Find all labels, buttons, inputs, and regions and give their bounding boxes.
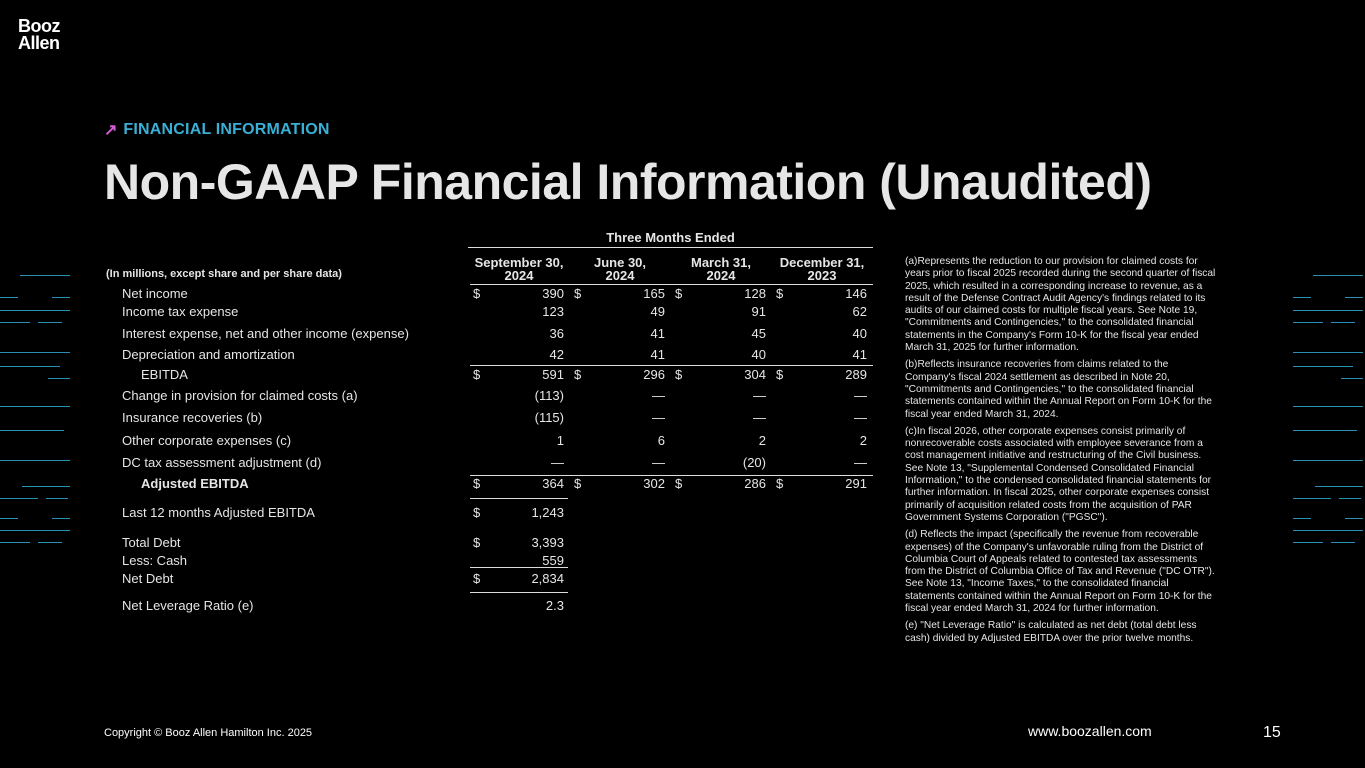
cell-value: 591 xyxy=(542,367,564,382)
dollar-sign: $ xyxy=(473,571,481,586)
cell-value: 2 xyxy=(859,433,867,448)
footnote-b: (b)Reflects insurance recoveries from claims related to the Company's fiscal 2024 settlement as described in Note 20, "Commitments and Contingencies," to the consolidated financial statements contained within the Annual Report on Form 10-K for the fiscal year ended March 31, 2024. xyxy=(905,359,1212,420)
row-label: Interest expense, net and other income (expense) xyxy=(122,326,409,341)
table-row xyxy=(100,476,880,494)
cell-value: 286 xyxy=(744,476,766,491)
row-label: Other corporate expenses (c) xyxy=(122,433,292,448)
cell-value: 390 xyxy=(542,286,564,301)
column-header-line1: March 31, xyxy=(691,255,751,270)
column-header-line2: 2024 xyxy=(504,268,534,283)
row-label: Last 12 months Adjusted EBITDA xyxy=(122,505,315,520)
section-eyebrow xyxy=(104,120,330,140)
row-label: Adjusted EBITDA xyxy=(141,476,249,491)
cell-value: 289 xyxy=(845,367,867,382)
dollar-sign: $ xyxy=(675,286,683,301)
cell-value: 291 xyxy=(845,476,867,491)
cell-value: 364 xyxy=(542,476,564,491)
dollar-sign: $ xyxy=(574,286,582,301)
table-row xyxy=(100,388,880,406)
cell-value: (113) xyxy=(534,388,564,403)
cell-value: 42 xyxy=(549,347,564,362)
dollar-sign: $ xyxy=(473,367,481,382)
table-row xyxy=(100,367,880,385)
column-header-line1: December 31, xyxy=(779,255,865,270)
table-row xyxy=(100,455,880,473)
table-row xyxy=(100,433,880,451)
cell-value: 1 xyxy=(556,433,564,448)
cell-value: 36 xyxy=(549,326,564,341)
dollar-sign: $ xyxy=(473,476,481,491)
row-label: EBITDA xyxy=(141,367,188,382)
copyright: Copyright © Booz Allen Hamilton Inc. 2025 xyxy=(104,727,313,739)
page-title: Non-GAAP Financial Information (Unaudited) xyxy=(104,154,1152,210)
row-label: Insurance recoveries (b) xyxy=(122,410,263,425)
cell-value: 128 xyxy=(744,286,766,301)
table-row xyxy=(100,553,880,571)
column-header-line1: September 30, xyxy=(474,255,564,270)
group-header: Three Months Ended xyxy=(468,230,873,248)
cell-value: 559 xyxy=(542,553,564,568)
table-row xyxy=(100,347,880,365)
cell-value: 41 xyxy=(650,326,665,341)
cell-value: 6 xyxy=(657,433,665,448)
website-link[interactable]: www.boozallen.com xyxy=(1028,723,1152,739)
dollar-sign: $ xyxy=(473,505,481,520)
cell-value: 302 xyxy=(643,476,665,491)
dollar-sign: $ xyxy=(776,286,784,301)
table-row xyxy=(100,598,880,616)
cell-value: — xyxy=(551,455,564,470)
cell-value: (20) xyxy=(742,455,766,470)
cell-value: 41 xyxy=(852,347,867,362)
footnote-c: (c)In fiscal 2026, other corporate expenses consist primarily of nonrecoverable costs associated with employee severance from a cost management initiative and restructuring of the Civil business. See Note 13, "Supplemental Condensed Consolidated Financial Information," to the condensed consolidated financial statements for further information. In fiscal 2025, other corporate expenses consist primarily of acquisition related costs from the acquisition of PAR Government Systems Corporation ("PGSC"). xyxy=(905,425,1212,523)
booz-allen-logo xyxy=(18,18,60,52)
row-label: DC tax assessment adjustment (d) xyxy=(122,455,322,470)
cell-value: 62 xyxy=(852,304,867,319)
cell-value: 123 xyxy=(542,304,564,319)
dollar-sign: $ xyxy=(776,476,784,491)
table-row xyxy=(100,286,880,304)
cell-value: — xyxy=(854,455,867,470)
cell-value: 2,834 xyxy=(531,571,564,586)
cell-value: 45 xyxy=(751,326,766,341)
header-rule xyxy=(470,284,873,285)
footnote-d: (d) Reflects the impact (specifically the revenue from recoverable expenses) of the Company's unfavorable ruling from the District of Columbia Court of Appeals related to contested tax assessments from the District of Columbia Office of Tax and Revenue ("DC OTR"). See Note 13, "Income Taxes," to the consolidated financial statements contained within the Annual Report on Form 10-K for the fiscal year ended March 31, 2024 for further information. xyxy=(905,529,1215,615)
dollar-sign: $ xyxy=(675,367,683,382)
column-header-line2: 2023 xyxy=(807,268,837,283)
logo-line-1: Booz xyxy=(18,16,60,36)
row-label: Total Debt xyxy=(122,535,181,550)
cell-value: 304 xyxy=(744,367,766,382)
adjusted-ebitda-bottom-rule xyxy=(470,498,568,499)
row-label: Income tax expense xyxy=(122,304,239,319)
arrow-up-right-icon: ↗ xyxy=(104,122,118,139)
cell-value: 3,393 xyxy=(531,535,564,550)
cell-value: — xyxy=(854,410,867,425)
eyebrow-text: FINANCIAL INFORMATION xyxy=(123,121,330,138)
row-label: Change in provision for claimed costs (a) xyxy=(122,388,358,403)
row-label: Net Debt xyxy=(122,571,174,586)
cell-value: 146 xyxy=(845,286,867,301)
cell-value: 41 xyxy=(650,347,665,362)
footnote-e: (e) "Net Leverage Ratio" is calculated as net debt (total debt less cash) divided by Adjusted EBITDA over the prior twelve months. xyxy=(905,620,1197,644)
table-row xyxy=(100,304,880,322)
dollar-sign: $ xyxy=(473,286,481,301)
row-label: Net Leverage Ratio (e) xyxy=(122,598,254,613)
cell-value: 40 xyxy=(751,347,766,362)
cell-value: 2 xyxy=(758,433,766,448)
cell-value: 165 xyxy=(643,286,665,301)
page-number: 15 xyxy=(1263,724,1281,741)
dollar-sign: $ xyxy=(776,367,784,382)
dollar-sign: $ xyxy=(473,535,481,550)
table-row xyxy=(100,571,880,589)
table-row xyxy=(100,535,880,553)
table-row xyxy=(100,410,880,428)
cell-value: — xyxy=(854,388,867,403)
row-label: Less: Cash xyxy=(122,553,188,568)
row-label: Depreciation and amortization xyxy=(122,347,295,362)
cell-value: 296 xyxy=(643,367,665,382)
column-header xyxy=(470,256,568,282)
dollar-sign: $ xyxy=(675,476,683,491)
column-header-line2: 2024 xyxy=(605,268,635,283)
column-header-line2: 2024 xyxy=(706,268,736,283)
row-label: Net income xyxy=(122,286,188,301)
cell-value: (115) xyxy=(534,410,564,425)
dollar-sign: $ xyxy=(574,476,582,491)
cell-value: 1,243 xyxy=(531,505,564,520)
cell-value: — xyxy=(753,388,766,403)
left-decorative-lines xyxy=(0,270,72,550)
cell-value: — xyxy=(652,388,665,403)
cell-value: 91 xyxy=(751,304,766,319)
column-header xyxy=(571,256,669,282)
column-header-line1: June 30, xyxy=(593,255,647,270)
cell-value: — xyxy=(652,455,665,470)
dollar-sign: $ xyxy=(574,367,582,382)
logo-line-2: Allen xyxy=(18,33,60,53)
column-header xyxy=(672,256,770,282)
cell-value: 49 xyxy=(650,304,665,319)
net-debt-rule xyxy=(470,592,568,593)
cell-value: — xyxy=(753,410,766,425)
column-header xyxy=(773,256,871,282)
right-decorative-lines xyxy=(1293,270,1365,550)
ebitda-rule xyxy=(470,365,873,366)
cell-value: 2.3 xyxy=(545,598,564,613)
cell-value: 40 xyxy=(852,326,867,341)
units-label: (In millions, except share and per share data) xyxy=(106,268,342,280)
footnotes xyxy=(905,256,1217,650)
footnote-a: (a)Represents the reduction to our provision for claimed costs for years prior to fiscal 2025 recorded during the second quarter of fiscal 2025, which resulted in a corresponding increase to revenue, as a result of the Defense Contract Audit Agency's findings related to its audits of our claimed costs for multiple fiscal years. See Note 19, "Commitments and Contingencies," to the consolidated financial statements in the Company's Form 10-K for the fiscal year ended March 31, 2025 for further information. xyxy=(905,256,1216,354)
table-row xyxy=(100,505,880,523)
table-row xyxy=(100,326,880,344)
cell-value: — xyxy=(652,410,665,425)
